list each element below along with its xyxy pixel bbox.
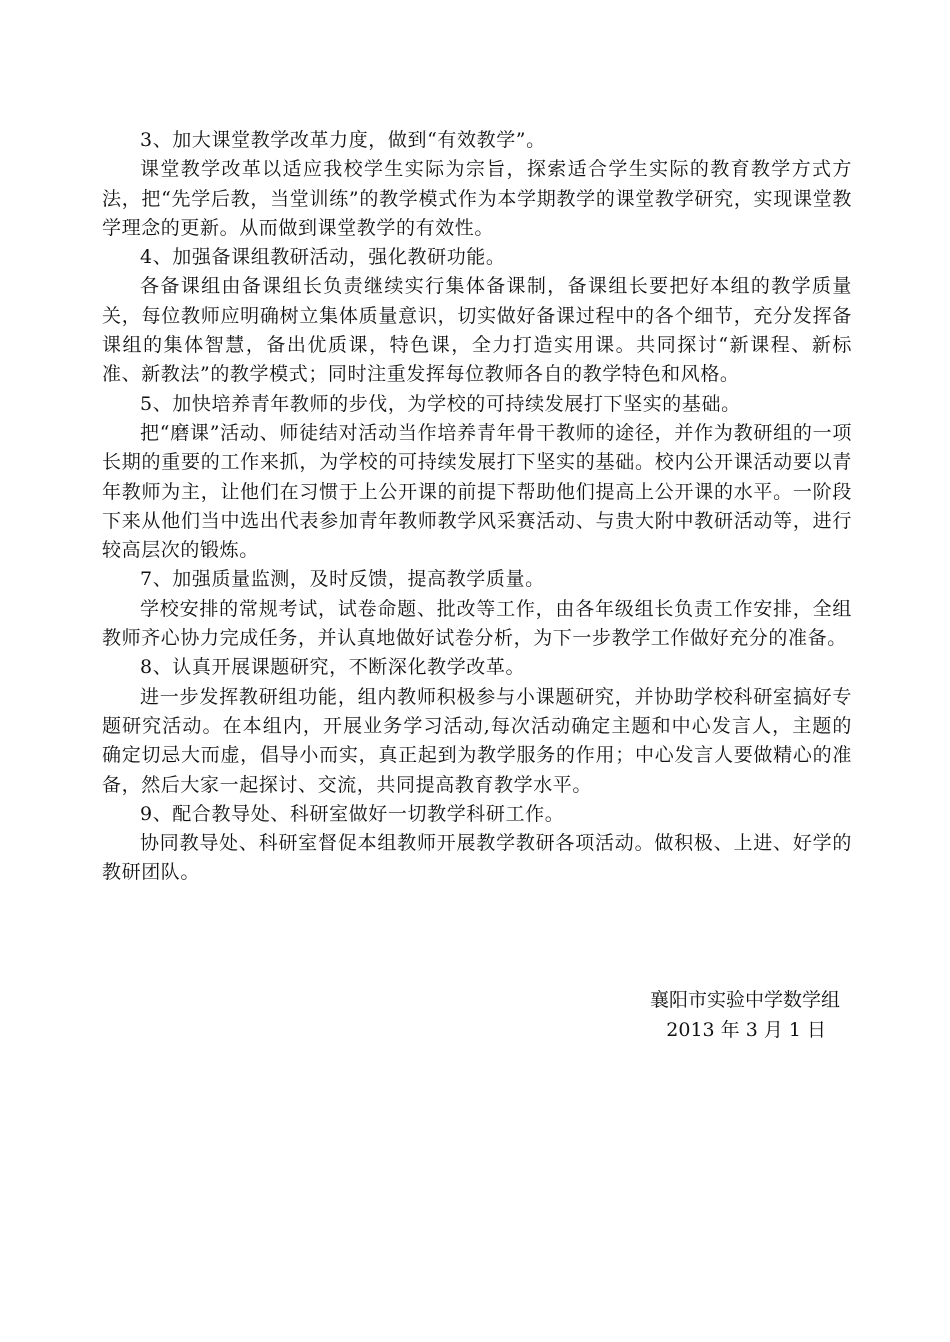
document-body: [102, 126, 852, 888]
signature-block: [480, 985, 840, 1045]
signature-date: 2013 年 3 月 1 日: [666, 1019, 826, 1041]
section-heading-3: 3、加大课堂教学改革力度，做到“有效教学”。: [140, 129, 546, 151]
section-heading-9: 9、配合教导处、科研室做好一切教学科研工作。: [140, 802, 565, 825]
section-heading-7: 7、加强质量监测，及时反馈，提高教学质量。: [140, 568, 545, 591]
signature-organization: 襄阳市实验中学数学组: [649, 989, 840, 1011]
section-heading-5: 5、加快培养青年教师的步伐，为学校的可持续发展打下坚实的基础。: [140, 392, 741, 415]
section-body-5: 把“磨课”活动、师徒结对活动当作培养青年骨干教师的途径，并作为教研组的一项长期的重要的工作来抓，为学校的可持续发展打下坚实的基础。校内公开课活动要以青年教师为主，让他们在习惯于上公开课的前提下帮助他们提高上公开课的水平。一阶段下来从他们当中选出代表参加青年教师教学风采赛活动、与贵大附中教研活动等，进行较高层次的锻炼。: [102, 421, 852, 562]
section-body-4: 各备课组由备课组长负责继续实行集体备课制，备课组长要把好本组的教学质量关，每位教师应明确树立集体质量意识，切实做好备课过程中的各个细节，充分发挥备课组的集体智慧，备出优质课，特色课，全力打造实用课。共同探讨“新课程、新标准、新教法”的教学模式；同时注重发挥每位教师各自的教学特色和风格。: [102, 275, 852, 386]
section-heading-8: 8、认真开展课题研究，不断深化教学改革。: [140, 656, 526, 679]
section-body-7: 学校安排的常规考试，试卷命题、批改等工作，由各年级组长负责工作安排，全组教师齐心协力完成任务，并认真地做好试卷分析，为下一步教学工作做好充分的准备。: [102, 597, 852, 650]
section-body-8: 进一步发挥教研组功能，组内教师积极参与小课题研究，并协助学校科研室搞好专题研究活动。在本组内，开展业务学习活动,每次活动确定主题和中心发言人，主题的确定切忌大而虚，倡导小而实，真正起到为教学服务的作用；中心发言人要做精心的准备，然后大家一起探讨、交流，共同提高教育教学水平。: [102, 685, 852, 796]
section-body-9: 协同教导处、科研室督促本组教师开展教学教研各项活动。做积极、上进、好学的教研团队。: [102, 832, 852, 884]
section-heading-4: 4、加强备课组教研活动，强化教研功能。: [140, 246, 506, 269]
section-body-3: 课堂教学改革以适应我校学生实际为宗旨，探索适合学生实际的教育教学方式方法，把“先学后教，当堂训练”的教学模式作为本学期教学的课堂教学研究，实现课堂教学理念的更新。从而做到课堂教学的有效性。: [102, 158, 852, 239]
